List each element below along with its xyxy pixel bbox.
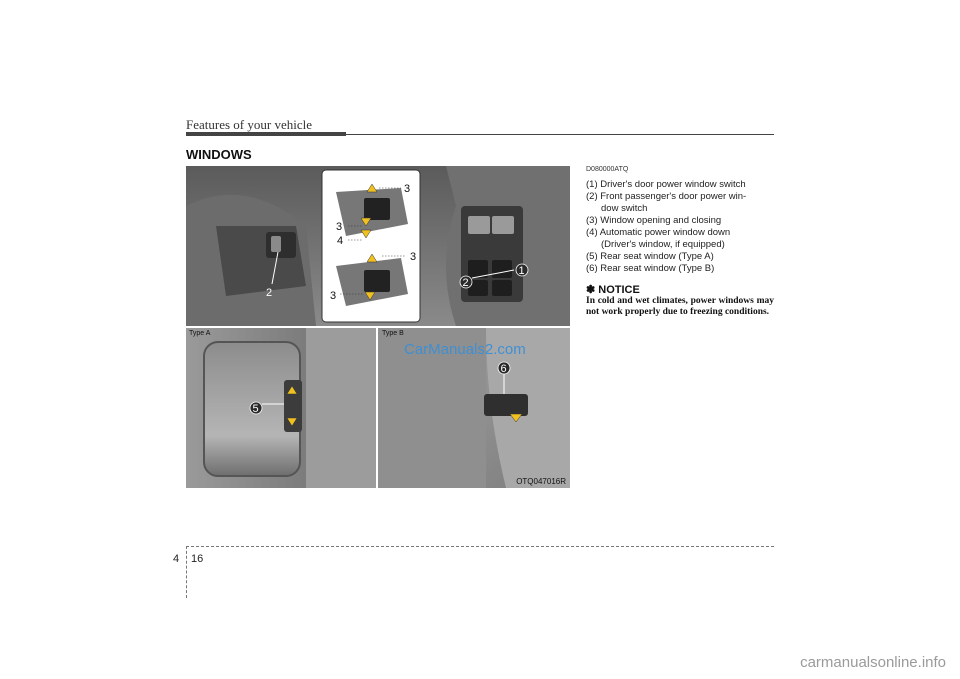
list-item: (6) Rear seat window (Type B) bbox=[586, 263, 715, 274]
callout-2-left: 2 bbox=[266, 287, 273, 299]
section-title: WINDOWS bbox=[186, 147, 252, 162]
callout-3-mid: 3 bbox=[336, 221, 343, 233]
callout-6: 6 bbox=[500, 363, 507, 375]
notice-title: ✽ NOTICE bbox=[586, 284, 640, 296]
callout-3-right: 3 bbox=[410, 251, 417, 263]
page-number: 16 bbox=[191, 553, 204, 565]
list-item: (4) Automatic power window down (Driver's window, if equipped) bbox=[586, 227, 731, 250]
footer-rule bbox=[186, 546, 774, 547]
type-a-label: Type A bbox=[189, 330, 211, 337]
rear-switch-b bbox=[484, 394, 528, 416]
callout-5: 5 bbox=[252, 403, 259, 415]
list-item: (5) Rear seat window (Type A) bbox=[586, 251, 714, 262]
callout-4: 4 bbox=[337, 235, 344, 247]
callout-2-right: 2 bbox=[462, 277, 469, 289]
chapter-number: 4 bbox=[173, 553, 180, 565]
list-item: (2) Front passenger's door power win- dow switch bbox=[586, 191, 747, 214]
window-switch-figure bbox=[186, 166, 570, 488]
notice-text: In cold and wet climates, power windows may not work properly due to freezing conditions. bbox=[586, 296, 774, 317]
header-title: Features of your vehicle bbox=[186, 117, 312, 132]
header-rule bbox=[186, 132, 346, 136]
legend-list bbox=[586, 179, 774, 275]
header-rule-thin bbox=[346, 134, 774, 135]
watermark: CarManuals2.com bbox=[404, 341, 526, 358]
doc-code: D080000ATQ bbox=[586, 166, 629, 173]
list-item: (3) Window opening and closing bbox=[586, 215, 722, 226]
description-column bbox=[586, 166, 774, 318]
callout-3-top: 3 bbox=[404, 183, 411, 195]
type-b-label: Type B bbox=[382, 330, 404, 337]
site-watermark: carmanualsonline.info bbox=[800, 654, 946, 671]
list-item: (1) Driver's door power window switch bbox=[586, 179, 746, 190]
figure-code: OTQ047016R bbox=[516, 477, 566, 486]
figure-illustration bbox=[186, 166, 570, 488]
callout-3-bottom: 3 bbox=[330, 290, 337, 302]
callout-1: 1 bbox=[518, 265, 525, 277]
footer-vertical-rule bbox=[186, 546, 187, 598]
